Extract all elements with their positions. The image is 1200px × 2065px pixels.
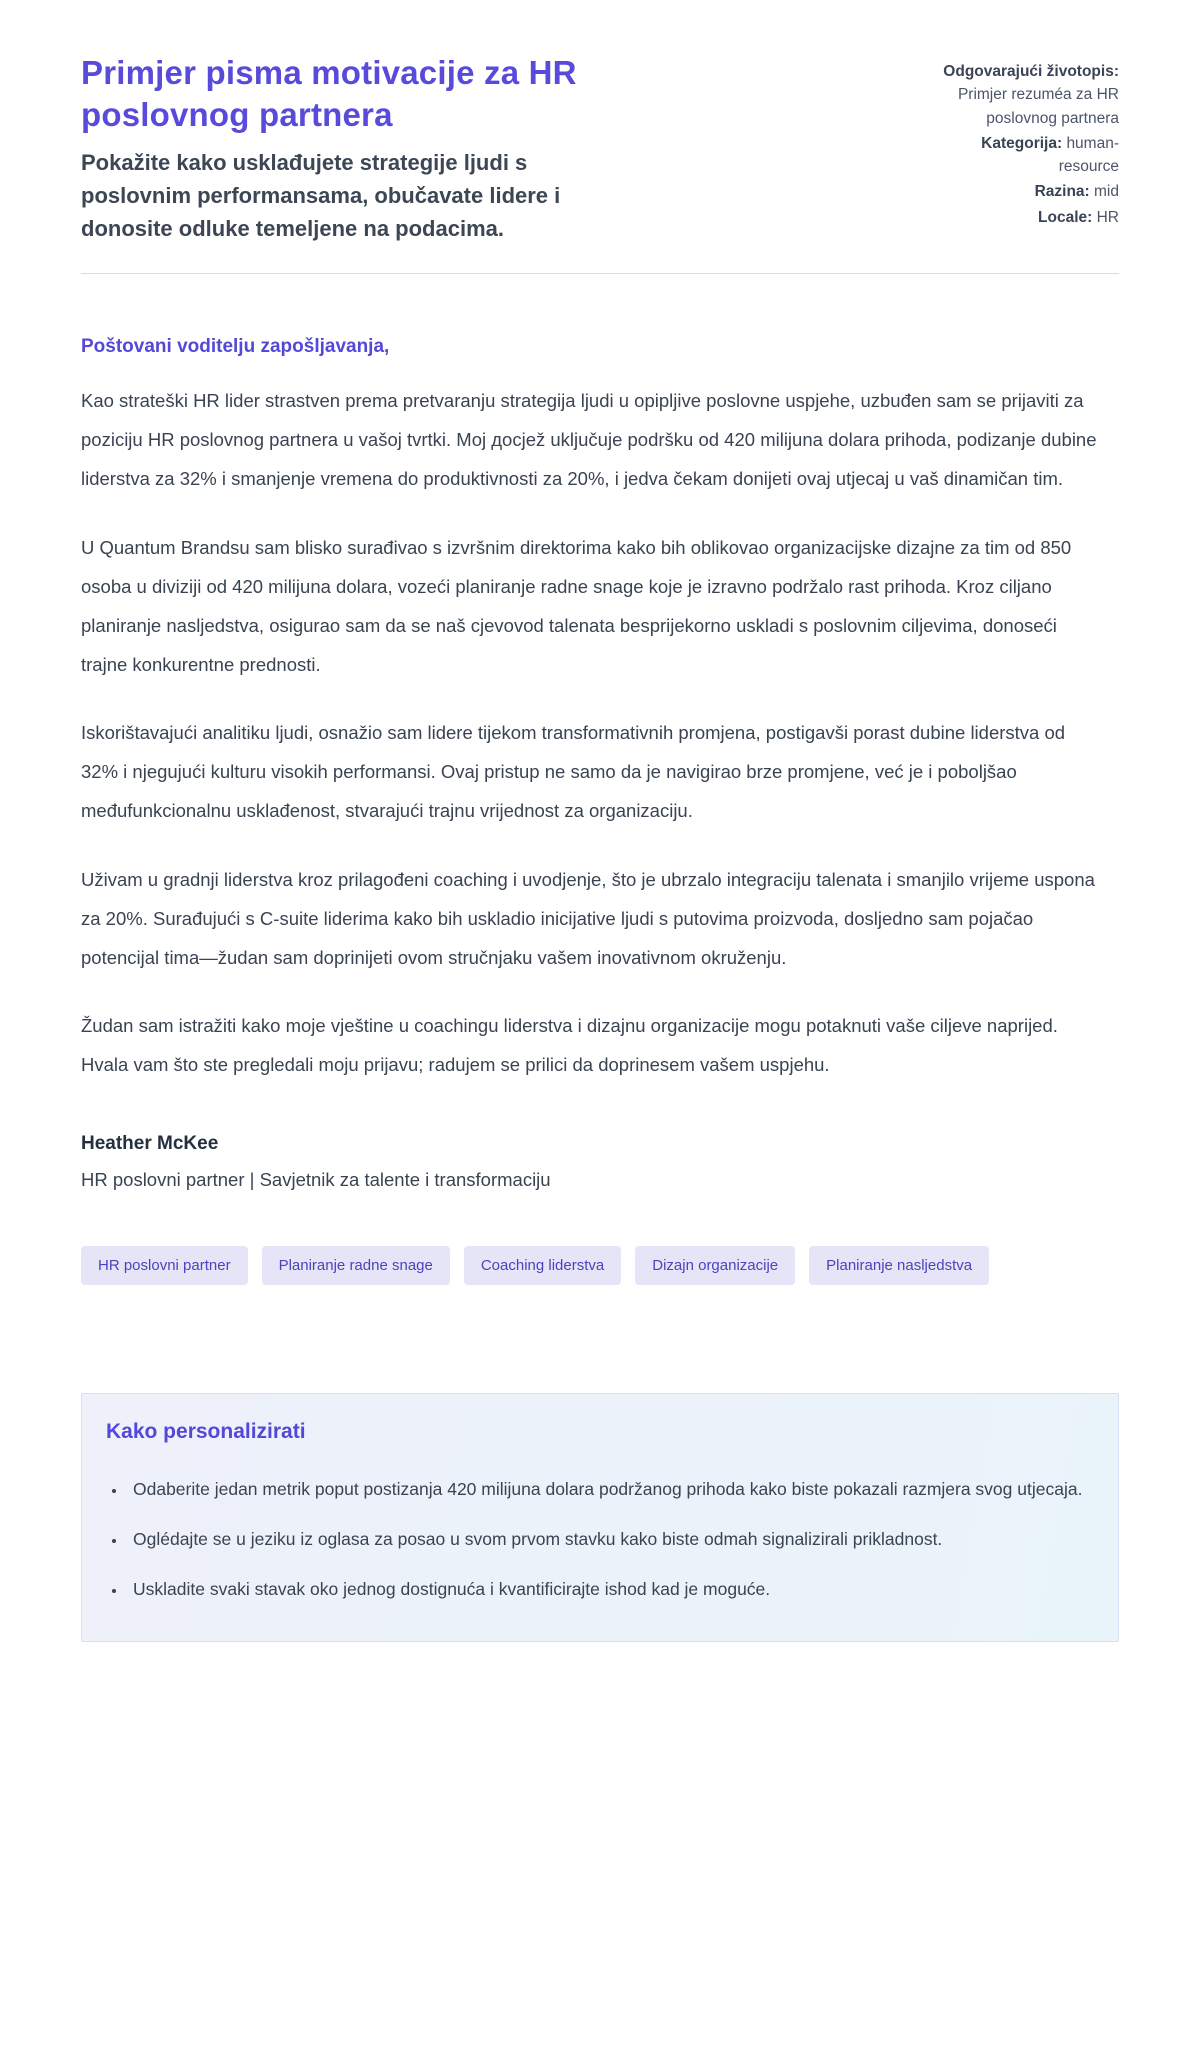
meta-label: Locale:: [1038, 208, 1093, 226]
meta-value: Primjer rezuméa za HR poslovnog partnera: [957, 86, 1119, 127]
meta-label: Razina:: [1034, 183, 1090, 201]
cover-letter-page: [81, 0, 1119, 1712]
tag-chip-leadership-coaching: Coaching liderstva: [464, 1246, 621, 1285]
callout-item-3: • Uskladite svaki stavak oko jednog dostignuća i kvantificirajte ishod kad je moguće.: [127, 1572, 1090, 1607]
meta-row-locale: [923, 206, 1119, 229]
meta-row-level: [923, 180, 1119, 203]
letter-paragraph-2: U Quantum Brandsu sam blisko surađivao s izvršnim direktorima kako bih oblikovao organizacijske dizajne za tim od 850 osoba u diviziji od 420 milijuna dolara, vozeći planiranje radne snage koje je izravno podržalo rast prihoda. Kroz ciljano planiranje nasljedstva, osigurao sam da se naš cjevovod talenata besprijekorno uskladi s poslovnim ciljevima, donoseći trajne konkurentne prednosti.: [81, 537, 1072, 675]
letter-paragraph-5: Žudan sam istražiti kako moje vještine u coachingu liderstva i dizajnu organizacije mogu potaknuti vaše ciljeve naprijed. Hvala vam što ste pregledali moju prijavu; radujem se prilici da doprinesem vašem uspjehu.: [81, 1015, 1058, 1076]
signature-name: Heather McKee: [81, 1133, 219, 1155]
page-header: [81, 52, 1119, 245]
tag-chip-workforce-planning: Planiranje radne snage: [262, 1246, 450, 1285]
meta-value: mid: [1094, 183, 1119, 201]
page-title: Primjer pisma motivacije za HR poslovnog partnera: [81, 54, 577, 134]
meta-row-category: [923, 132, 1119, 179]
meta-value: human-resource: [1058, 134, 1119, 175]
header-title-block: [81, 52, 701, 245]
letter-paragraph-1: Kao strateški HR lider strastven prema pretvaranju strategija ljudi u opipljive poslovne uspjehe, uzbuđen sam se prijaviti za poziciju HR poslovnog partnera u vašoj tvrtki. Moj досјеž uključuje podršku od 420 milijuna dolara prihoda, podizanje dubine liderstva za 32% i smanjenje vremena do produktivnosti za 20%, i jedva čekam donijeti ovaj utjecaj u vaš dinamičan tim.: [81, 390, 1097, 490]
meta-panel: [923, 60, 1119, 231]
tag-chip-succession-planning: Planiranje nasljedstva: [809, 1246, 989, 1285]
meta-label: Odgovarajući životopis:: [943, 63, 1119, 80]
letter-paragraph-3: Iskorištavajući analitiku ljudi, osnažio sam lidere tijekom transformativnih promjena, postigavši porast dubine liderstva od 32% i njegujući kulturu visokih performansi. Ovaj pristup ne samo da je navigirao brze promjene, već je i poboljšao međufunkcionalnu usklađenost, stvarajući trajnu vrijednost za organizaciju.: [81, 722, 1066, 822]
meta-row-matching-resume: [923, 60, 1119, 130]
meta-label: Kategorija:: [981, 134, 1063, 152]
tag-chip-org-design: Dizajn organizacije: [635, 1246, 795, 1285]
callout-list: [106, 1472, 1090, 1607]
letter-greeting: Poštovani voditelju zapošljavanja,: [81, 336, 390, 358]
header-divider: [81, 273, 1119, 274]
tag-chip-hr-business-partner: HR poslovni partner: [81, 1246, 248, 1285]
letter-paragraph-4: Uživam u gradnji liderstva kroz prilagođeni coaching i uvodjenje, što je ubrzalo integraciju talenata i smanjilo vrijeme uspona za 20%. Surađujući s C-suite liderima kako bih uskladio inicijative ljudi s putovima proizvoda, dosljedno sam pojačao potencijal tima—žudan sam doprinijeti ovom stručnjaku vašem inovativnom okruženju.: [81, 868, 1095, 968]
page-subtitle: Pokažite kako usklađujete strategije ljudi s poslovnim performansama, obučavate lidere i donosite odluke temeljene na podacima.: [81, 150, 561, 242]
callout-title: Kako personalizirati: [106, 1420, 306, 1444]
personalization-callout: [81, 1393, 1119, 1642]
letter-body: [81, 336, 1119, 1191]
tag-list: [81, 1246, 1119, 1298]
signature-role: HR poslovni partner | Savjetnik za talente i transformaciju: [81, 1169, 551, 1191]
callout-item-2: • Oglédajte se u jeziku iz oglasa za posao u svom prvom stavku kako biste odmah signalizirali prikladnost.: [127, 1522, 1090, 1557]
callout-item-1: • Odaberite jedan metrik poput postizanja 420 milijuna dolara podržanog prihoda kako biste pokazali razmjera svog utjecaja.: [127, 1472, 1090, 1507]
meta-value: HR: [1096, 208, 1119, 226]
